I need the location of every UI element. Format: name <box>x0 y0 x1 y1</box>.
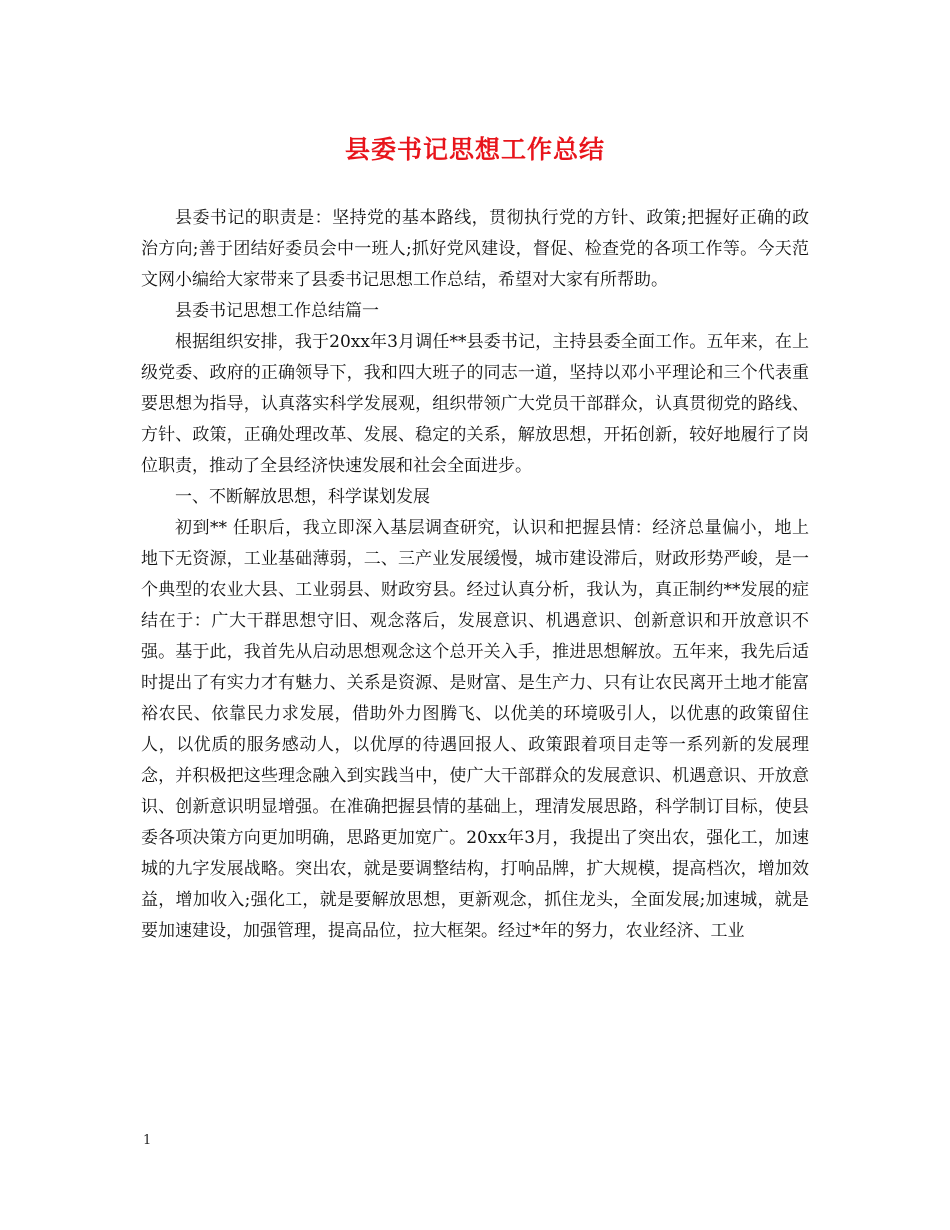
body-paragraph: 根据组织安排，我于20xx年3月调任**县委书记，主持县委全面工作。五年来，在上级党委、政府的正确领导下，我和四大班子的同志一道，坚持以邓小平理论和三个代表重要思想为指导，认真落实科学发展观，组织带领广大党员干部群众，认真贯彻党的路线、方针、政策，正确处理改革、发展、稳定的关系，解放思想，开拓创新，较好地履行了岗位职责，推动了全县经济快速发展和社会全面进步。 <box>141 332 809 476</box>
document-body <box>141 203 809 947</box>
section-heading-part-one: 县委书记思想工作总结篇一 <box>175 301 379 321</box>
document-title: 县委书记思想工作总结 <box>344 135 605 164</box>
page-number: 1 <box>143 1133 152 1148</box>
intro-paragraph: 县委书记的职责是：坚持党的基本路线，贯彻执行党的方针、政策;把握好正确的政治方向;善于团结好委员会中一班人;抓好党风建设，督促、检查党的各项工作等。今天范文网小编给大家带来了县委书记思想工作总结，希望对大家有所帮助。 <box>141 208 809 290</box>
section-heading-emancipate-thinking: 一、不断解放思想，科学谋划发展 <box>175 487 430 507</box>
body-paragraph: 初到** 任职后，我立即深入基层调查研究，认识和把握县情：经济总量偏小，地上地下无资源，工业基础薄弱，二、三产业发展缓慢，城市建设滞后，财政形势严峻，是一个典型的农业大县、工业弱县、财政穷县。经过认真分析，我认为，真正制约**发展的症结在于：广大干群思想守旧、观念落后，发展意识、机遇意识、创新意识和开放意识不强。基于此，我首先从启动思想观念这个总开关入手，推进思想解放。五年来，我先后适时提出了有实力才有魅力、关系是资源、是财富、是生产力、只有让农民离开土地才能富裕农民、依靠民力求发展，借助外力图腾飞、以优美的环境吸引人，以优惠的政策留住人，以优质的服务感动人，以优厚的待遇回报人、政策跟着项目走等一系列新的发展理念，并积极把这些理念融入到实践当中，使广大干部群众的发展意识、机遇意识、开放意识、创新意识明显增强。在准确把握县情的基础上，理清发展思路，科学制订目标，使县委各项决策方向更加明确，思路更加宽广。20xx年3月，我提出了突出农，强化工，加速城的九字发展战略。突出农，就是要调整结构，打响品牌，扩大规模，提高档次，增加效益，增加收入;强化工，就是要解放思想，更新观念，抓住龙头，全面发展;加速城，就是要加速建设，加强管理，提高品位，拉大框架。经过*年的努力，农业经济、工业 <box>141 518 809 941</box>
